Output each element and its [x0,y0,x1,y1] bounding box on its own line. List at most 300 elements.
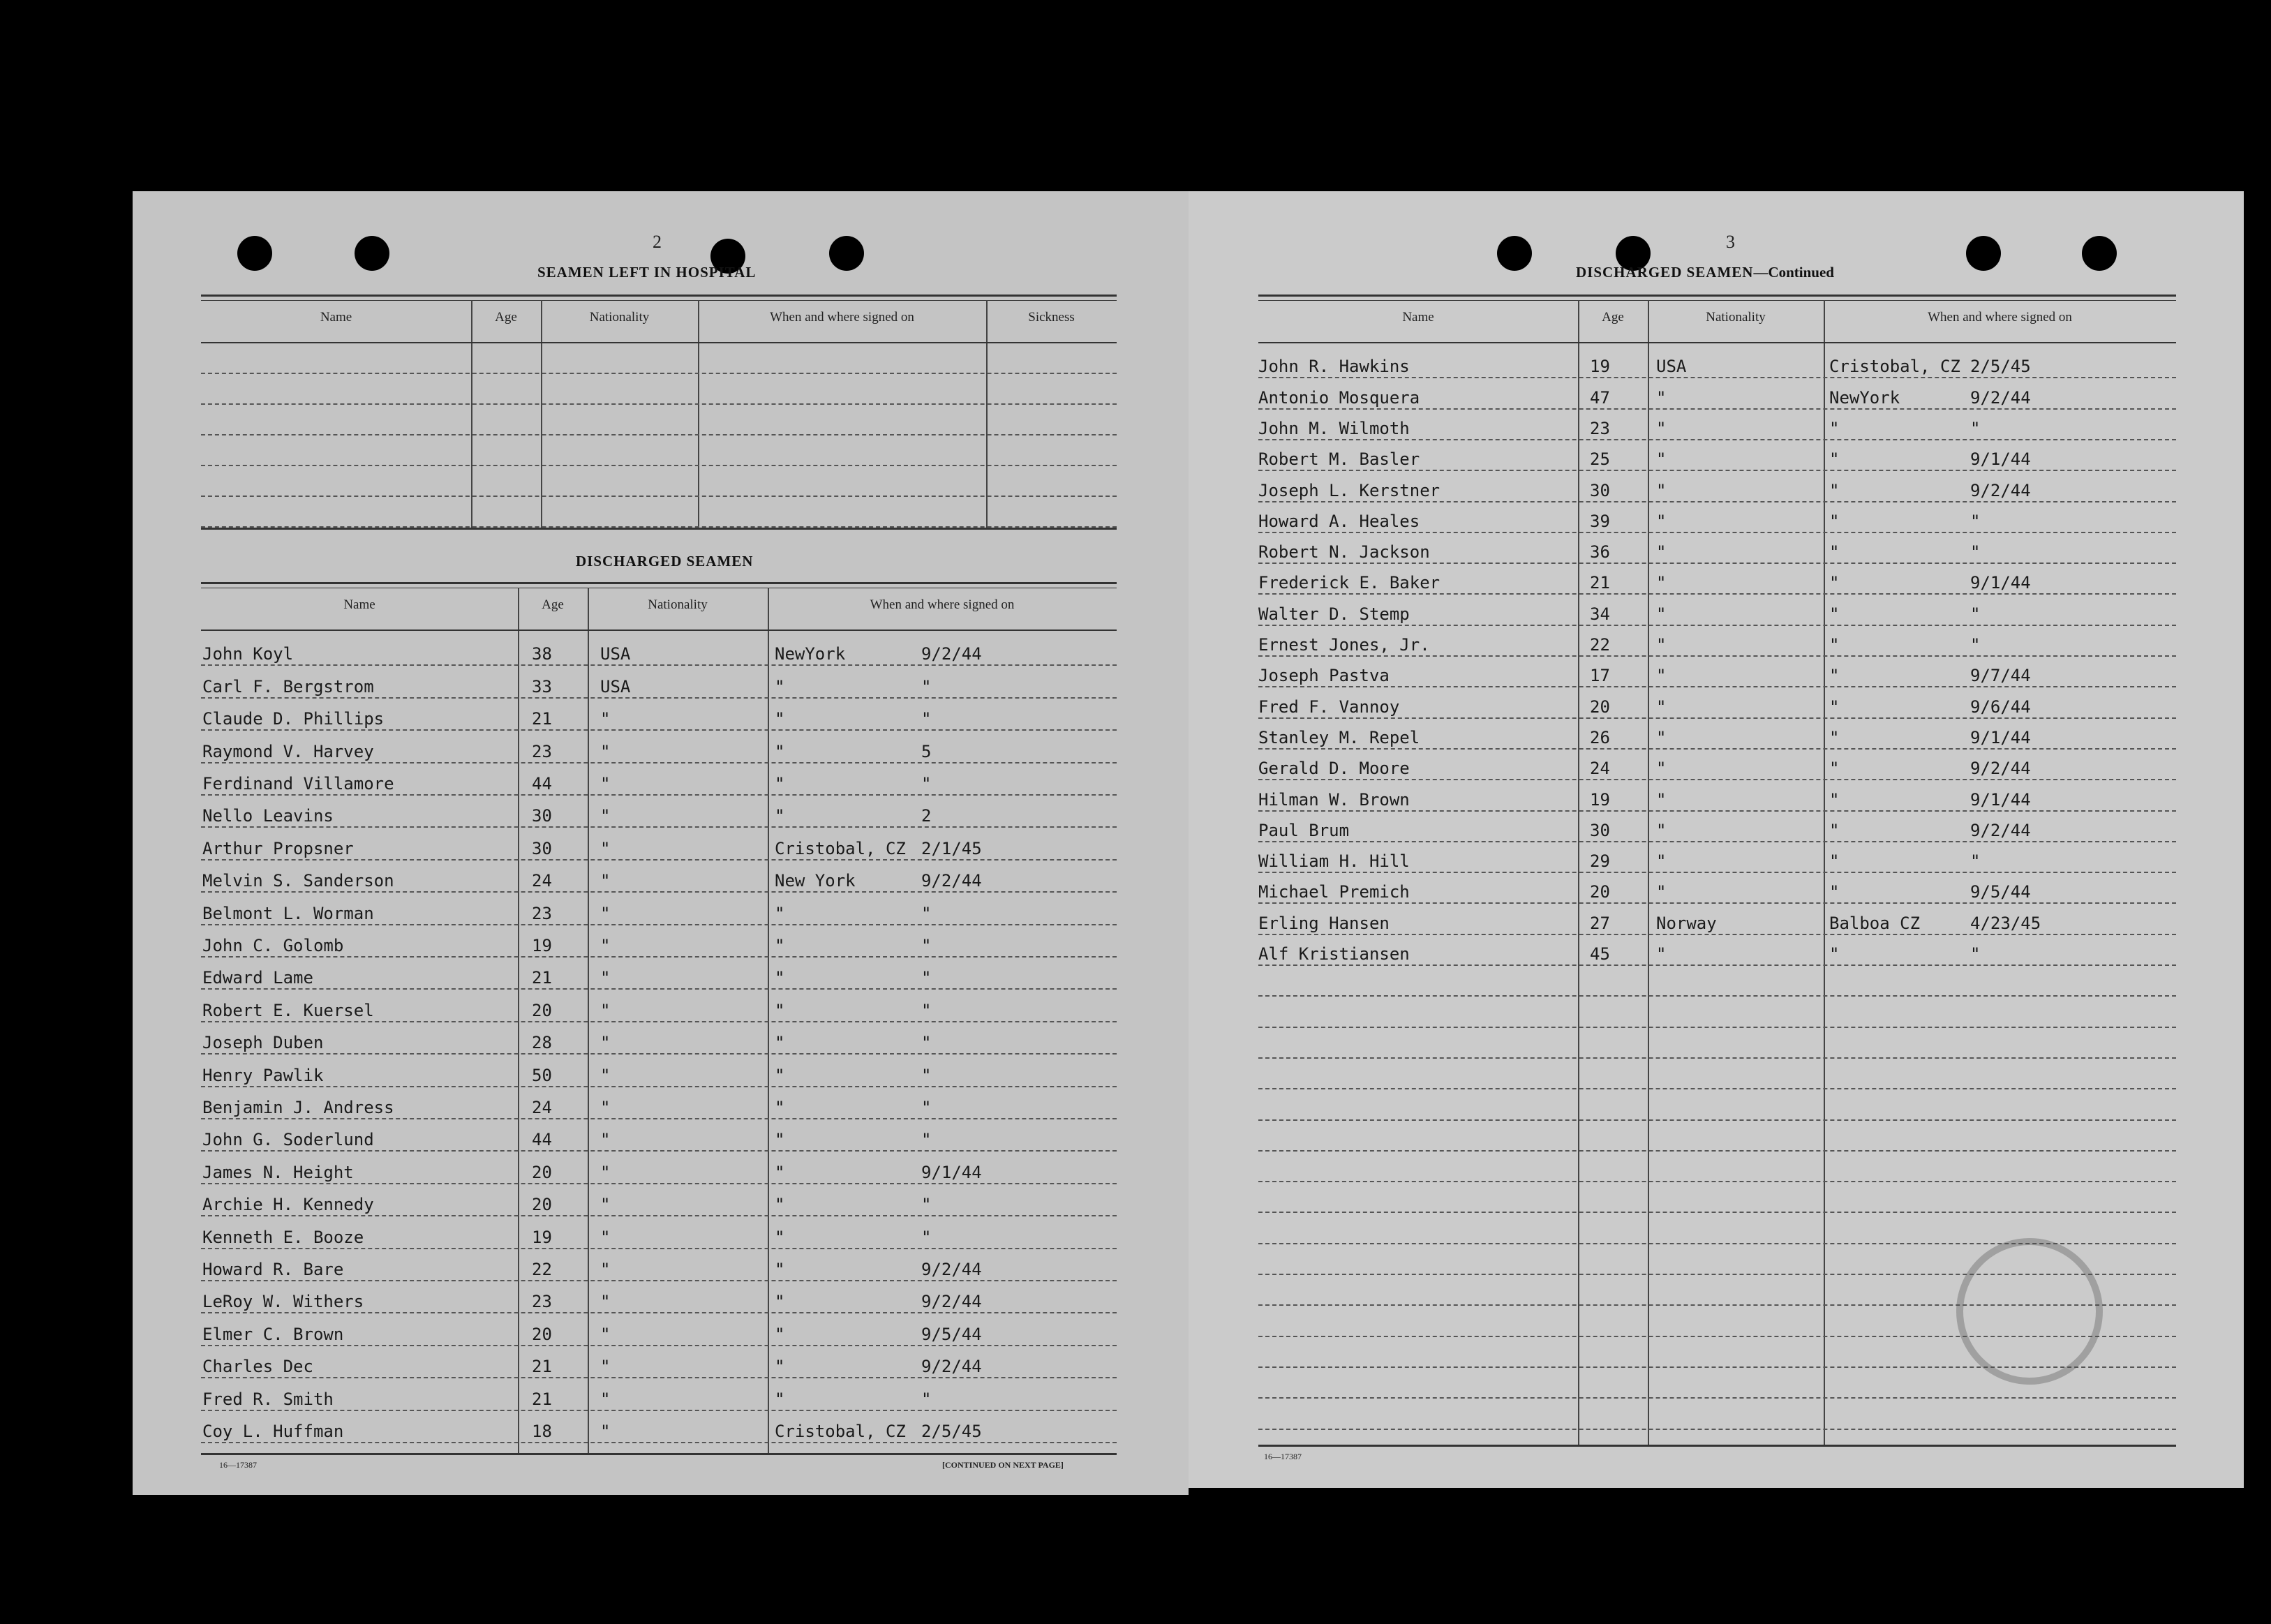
seaman-age: 21 [532,968,552,988]
signed-on-place: " [775,1357,785,1377]
signed-on-place: " [775,741,785,761]
seaman-age: 23 [1590,418,1610,438]
signed-on-date: 9/2/44 [921,1260,982,1279]
signed-on-place: Cristobal, CZ [775,1422,906,1441]
continued-note: [CONTINUED ON NEXT PAGE] [942,1460,1064,1470]
signed-on-date: " [921,1033,932,1053]
row-line [201,924,1117,925]
seaman-nationality: " [1656,789,1667,810]
row-line [1258,995,2176,997]
seaman-age: 30 [1590,480,1610,500]
signed-on-date: " [921,1227,932,1247]
signed-on-place: NewYork [1829,387,1900,408]
column-header-signed-on: When and where signed on [770,310,914,325]
signed-on-date: " [921,676,932,696]
signed-on-place: " [775,903,785,923]
signed-on-place: " [775,936,785,955]
signed-on-place: " [1829,789,1840,810]
signed-on-place: " [775,1292,785,1312]
row-line [201,1118,1117,1119]
signed-on-date: " [921,1130,932,1150]
signed-on-place: " [775,774,785,794]
column-header-name: Name [343,597,375,612]
column-header-signed-on: When and where signed on [1928,310,2072,325]
seaman-nationality: " [1656,418,1667,438]
left-page [133,191,1189,1495]
signed-on-place: " [775,1324,785,1344]
signed-on-date: 9/1/44 [1970,789,2031,810]
signed-on-date: 9/1/44 [921,1162,982,1182]
seaman-nationality: USA [1656,357,1687,377]
seaman-age: 27 [1590,913,1610,933]
signed-on-place: Balboa CZ [1829,913,1921,933]
seaman-nationality: " [600,871,611,891]
signed-on-date: 5 [921,741,932,761]
column-header-nationality: Nationality [1706,310,1766,325]
seaman-age: 21 [532,709,552,729]
signed-on-place: " [775,1033,785,1053]
seaman-name: Raymond V. Harvey [202,741,374,761]
signed-on-place: " [775,1227,785,1247]
seaman-name: Gerald D. Moore [1258,759,1410,779]
seaman-age: 19 [1590,789,1610,810]
row-line [201,664,1117,666]
signed-on-date: 9/1/44 [1970,449,2031,470]
header-rule [201,630,1117,631]
seaman-name: Fred R. Smith [202,1389,334,1409]
row-line [201,1410,1117,1411]
seaman-name: Ferdinand Villamore [202,774,394,794]
signed-on-date: " [1970,635,1981,655]
seaman-nationality: USA [600,644,631,664]
seaman-age: 19 [532,1227,552,1247]
seaman-name: Fred F. Vannoy [1258,696,1400,717]
seaman-nationality: " [600,774,611,794]
seaman-age: 21 [532,1357,552,1377]
signed-on-place: " [1829,573,1840,593]
seaman-nationality: " [600,1357,611,1377]
seaman-name: Stanley M. Repel [1258,727,1420,747]
signed-on-date: " [1970,418,1981,438]
seaman-nationality: " [1656,820,1667,840]
punch-hole [1966,236,2001,271]
seaman-age: 45 [1590,944,1610,964]
seaman-nationality: " [1656,759,1667,779]
row-line [201,403,1117,405]
column-header-age: Age [542,597,564,612]
signed-on-date: 9/2/44 [1970,759,2031,779]
row-line [201,1280,1117,1281]
seaman-name: John C. Golomb [202,936,344,955]
seaman-name: Robert M. Basler [1258,449,1420,470]
row-line [1258,593,2176,595]
column-header-sickness: Sickness [1028,310,1075,325]
signed-on-place: " [775,806,785,826]
signed-on-place: " [775,1000,785,1020]
signed-on-date: " [921,903,932,923]
seaman-nationality: " [1656,480,1667,500]
seaman-nationality: " [1656,944,1667,964]
seaman-age: 30 [532,806,552,826]
signed-on-place: " [1829,696,1840,717]
signed-on-date: " [921,1195,932,1215]
signed-on-date: 9/2/44 [1970,480,2031,500]
column-divider [698,300,699,528]
seaman-age: 20 [1590,696,1610,717]
punch-hole [237,236,272,271]
page-number: 3 [1726,232,1735,252]
signed-on-date: 9/5/44 [921,1324,982,1344]
punch-hole [829,236,864,271]
seaman-age: 20 [532,1324,552,1344]
row-line [201,1215,1117,1216]
table-rule [1258,1445,2176,1447]
seaman-nationality: " [1656,511,1667,531]
discharged-section-title: DISCHARGED SEAMEN [576,553,754,569]
seaman-name: John M. Wilmoth [1258,418,1410,438]
row-line [1258,377,2176,378]
seaman-name: Michael Premich [1258,882,1410,902]
header-rule [201,342,1117,343]
signed-on-place: New York [775,871,856,891]
signed-on-place: " [1829,727,1840,747]
table-rule [201,528,1117,530]
column-header-age: Age [1602,310,1624,325]
row-line [1258,1181,2176,1182]
row-line [201,729,1117,731]
seaman-name: Paul Brum [1258,820,1350,840]
seaman-age: 28 [532,1033,552,1053]
title-suffix: —Continued [1753,264,1834,281]
row-line [1258,748,2176,750]
row-line [1258,1119,2176,1121]
seaman-name: Edward Lame [202,968,313,988]
seaman-age: 29 [1590,851,1610,872]
row-line [201,1442,1117,1443]
seaman-nationality: " [600,709,611,729]
seaman-age: 17 [1590,666,1610,686]
seaman-nationality: " [1656,666,1667,686]
seaman-nationality: " [1656,882,1667,902]
row-line [1258,717,2176,719]
seaman-nationality: " [600,903,611,923]
row-line [1258,625,2176,626]
seaman-nationality: " [600,1389,611,1409]
signed-on-place: " [1829,480,1840,500]
seaman-nationality: " [600,741,611,761]
seaman-nationality: " [1656,635,1667,655]
row-line [201,496,1117,497]
signed-on-date: " [1970,944,1981,964]
seaman-name: Carl F. Bergstrom [202,676,374,696]
signed-on-date: 2/5/45 [921,1422,982,1441]
seaman-age: 36 [1590,542,1610,563]
seaman-age: 24 [1590,759,1610,779]
seaman-age: 20 [532,1195,552,1215]
seaman-nationality: " [1656,449,1667,470]
ink-stamp [1956,1238,2103,1385]
row-line [1258,902,2176,904]
seaman-name: Howard R. Bare [202,1260,344,1279]
signed-on-place: " [775,676,785,696]
row-line [201,373,1117,374]
signed-on-date: 9/2/44 [1970,820,2031,840]
seaman-name: Erling Hansen [1258,913,1390,933]
seaman-age: 24 [532,871,552,891]
row-line [201,988,1117,990]
signed-on-date: 2/5/45 [1970,357,2031,377]
signed-on-date: 9/2/44 [921,1292,982,1312]
signed-on-place: " [1829,944,1840,964]
row-line [201,1021,1117,1022]
row-line [1258,1027,2176,1028]
seaman-name: Joseph Pastva [1258,666,1390,686]
seaman-nationality: " [600,1260,611,1279]
seaman-nationality: " [600,1033,611,1053]
row-line [1258,1212,2176,1213]
seaman-name: Elmer C. Brown [202,1324,344,1344]
seaman-name: Benjamin J. Andress [202,1098,394,1117]
seaman-nationality: " [1656,696,1667,717]
seaman-nationality: " [600,968,611,988]
signed-on-place: " [775,1389,785,1409]
seaman-name: Joseph L. Kerstner [1258,480,1440,500]
seaman-age: 23 [532,1292,552,1312]
column-divider [541,300,542,528]
seaman-nationality: " [600,1292,611,1312]
seaman-name: Frederick E. Baker [1258,573,1440,593]
row-line [201,1183,1117,1184]
seaman-name: Coy L. Huffman [202,1422,344,1441]
signed-on-date: " [921,709,932,729]
seaman-name: Nello Leavins [202,806,334,826]
seaman-age: 33 [532,676,552,696]
seaman-age: 25 [1590,449,1610,470]
seaman-age: 21 [1590,573,1610,593]
seaman-name: William H. Hill [1258,851,1410,872]
seaman-nationality: " [600,1227,611,1247]
seaman-nationality: " [600,1130,611,1150]
punch-hole [1497,236,1532,271]
signed-on-date: " [921,1098,932,1117]
column-header-signed-on: When and where signed on [870,597,1015,612]
seaman-age: 50 [532,1065,552,1085]
row-line [201,891,1117,893]
row-line [1258,841,2176,842]
seaman-age: 44 [532,774,552,794]
signed-on-place: " [1829,882,1840,902]
signed-on-place: " [1829,666,1840,686]
row-line [1258,1150,2176,1152]
signed-on-date: " [1970,542,1981,563]
row-line [201,1312,1117,1313]
row-line [201,1345,1117,1346]
seaman-age: 24 [532,1098,552,1117]
signed-on-date: " [921,1000,932,1020]
signed-on-date: 9/5/44 [1970,882,2031,902]
row-line [201,794,1117,796]
seaman-nationality: " [1656,387,1667,408]
seaman-name: Charles Dec [202,1357,313,1377]
signed-on-place: " [1829,851,1840,872]
seaman-nationality: " [600,1000,611,1020]
table-rule [201,295,1117,297]
seaman-name: Howard A. Heales [1258,511,1420,531]
seaman-name: John R. Hawkins [1258,357,1410,377]
table-rule [1258,300,2176,301]
signed-on-date: 9/7/44 [1970,666,2031,686]
seaman-name: Robert E. Kuersel [202,1000,374,1020]
row-line [1258,810,2176,812]
row-line [1258,779,2176,780]
signed-on-date: 9/2/44 [1970,387,2031,408]
form-number: 16—17387 [219,1460,257,1470]
signed-on-date: " [921,968,932,988]
row-line [1258,532,2176,533]
seaman-nationality: " [1656,604,1667,624]
row-line [1258,655,2176,657]
signed-on-place: " [775,709,785,729]
seaman-name: James N. Height [202,1162,354,1182]
row-line [1258,1397,2176,1399]
row-line [201,1377,1117,1378]
row-line [1258,1057,2176,1059]
seaman-name: Ernest Jones, Jr. [1258,635,1430,655]
row-line [201,859,1117,861]
row-line [1258,439,2176,440]
signed-on-date: 9/2/44 [921,644,982,664]
row-line [201,956,1117,958]
seaman-age: 38 [532,644,552,664]
seaman-age: 44 [532,1130,552,1150]
row-line [1258,470,2176,471]
seaman-nationality: " [600,1162,611,1182]
signed-on-place: NewYork [775,644,846,664]
seaman-name: Walter D. Stemp [1258,604,1410,624]
seaman-name: Arthur Propsner [202,838,354,858]
row-line [201,826,1117,828]
seaman-nationality: " [600,1422,611,1441]
seaman-name: Belmont L. Worman [202,903,374,923]
signed-on-date: " [1970,511,1981,531]
seaman-age: 23 [532,903,552,923]
seaman-age: 18 [532,1422,552,1441]
seaman-age: 34 [1590,604,1610,624]
seaman-name: John Koyl [202,644,294,664]
signed-on-place: " [1829,820,1840,840]
row-line [201,1053,1117,1055]
discharged-continued-title [1576,264,1834,281]
seaman-name: Antonio Mosquera [1258,387,1420,408]
seaman-nationality: " [600,1098,611,1117]
column-header-name: Name [320,310,352,325]
signed-on-place: " [1829,511,1840,531]
title-text: DISCHARGED SEAMEN [1576,264,1754,281]
signed-on-place: " [1829,635,1840,655]
signed-on-place: " [1829,418,1840,438]
column-header-nationality: Nationality [648,597,708,612]
row-line [201,1150,1117,1152]
column-header-age: Age [495,310,517,325]
signed-on-date: 2 [921,806,932,826]
seaman-age: 21 [532,1389,552,1409]
seaman-name: Robert N. Jackson [1258,542,1430,563]
right-page [1189,191,2244,1488]
hospital-section-title: SEAMEN LEFT IN HOSPITAL [537,264,757,281]
seaman-age: 30 [1590,820,1610,840]
signed-on-date: 4/23/45 [1970,913,2041,933]
column-divider [986,300,988,528]
row-line [201,697,1117,699]
seaman-age: 39 [1590,511,1610,531]
seaman-age: 23 [532,741,552,761]
signed-on-place: " [775,1130,785,1150]
seaman-age: 20 [1590,882,1610,902]
seaman-nationality: " [600,1065,611,1085]
punch-hole [355,236,389,271]
seaman-nationality: " [600,838,611,858]
seaman-nationality: " [600,1324,611,1344]
seaman-name: LeRoy W. Withers [202,1292,364,1312]
signed-on-date: " [921,1389,932,1409]
punch-hole [2082,236,2117,271]
table-rule [1258,295,2176,297]
header-rule [1258,342,2176,343]
table-rule [201,300,1117,301]
form-number: 16—17387 [1264,1452,1302,1461]
seaman-nationality: " [600,936,611,955]
seaman-name: John G. Soderlund [202,1130,374,1150]
row-line [1258,563,2176,564]
seaman-name: Hilman W. Brown [1258,789,1410,810]
signed-on-date: " [1970,851,1981,872]
seaman-name: Claude D. Phillips [202,709,385,729]
seaman-nationality: USA [600,676,631,696]
row-line [1258,1088,2176,1089]
seaman-age: 20 [532,1000,552,1020]
seaman-nationality: " [1656,542,1667,563]
signed-on-date: 2/1/45 [921,838,982,858]
signed-on-date: 9/1/44 [1970,727,2031,747]
seaman-age: 20 [532,1162,552,1182]
seaman-nationality: " [600,806,611,826]
signed-on-place: " [1829,542,1840,563]
seaman-age: 26 [1590,727,1610,747]
signed-on-place: " [775,1098,785,1117]
signed-on-date: " [921,1065,932,1085]
row-line [1258,872,2176,873]
row-line [201,434,1117,435]
seaman-nationality: " [600,1195,611,1215]
row-line [1258,408,2176,410]
column-divider [471,300,472,528]
seaman-age: 22 [532,1260,552,1279]
row-line [201,1248,1117,1249]
table-rule [201,1453,1117,1455]
seaman-name: Joseph Duben [202,1033,324,1053]
signed-on-place: " [775,968,785,988]
row-line [1258,964,2176,966]
signed-on-date: 9/6/44 [1970,696,2031,717]
page-number: 2 [653,232,662,252]
row-line [1258,501,2176,502]
row-line [201,465,1117,466]
seaman-nationality: " [1656,851,1667,872]
signed-on-place: " [775,1195,785,1215]
signed-on-place: Cristobal, CZ [775,838,906,858]
seaman-age: 47 [1590,387,1610,408]
seaman-name: Alf Kristiansen [1258,944,1410,964]
